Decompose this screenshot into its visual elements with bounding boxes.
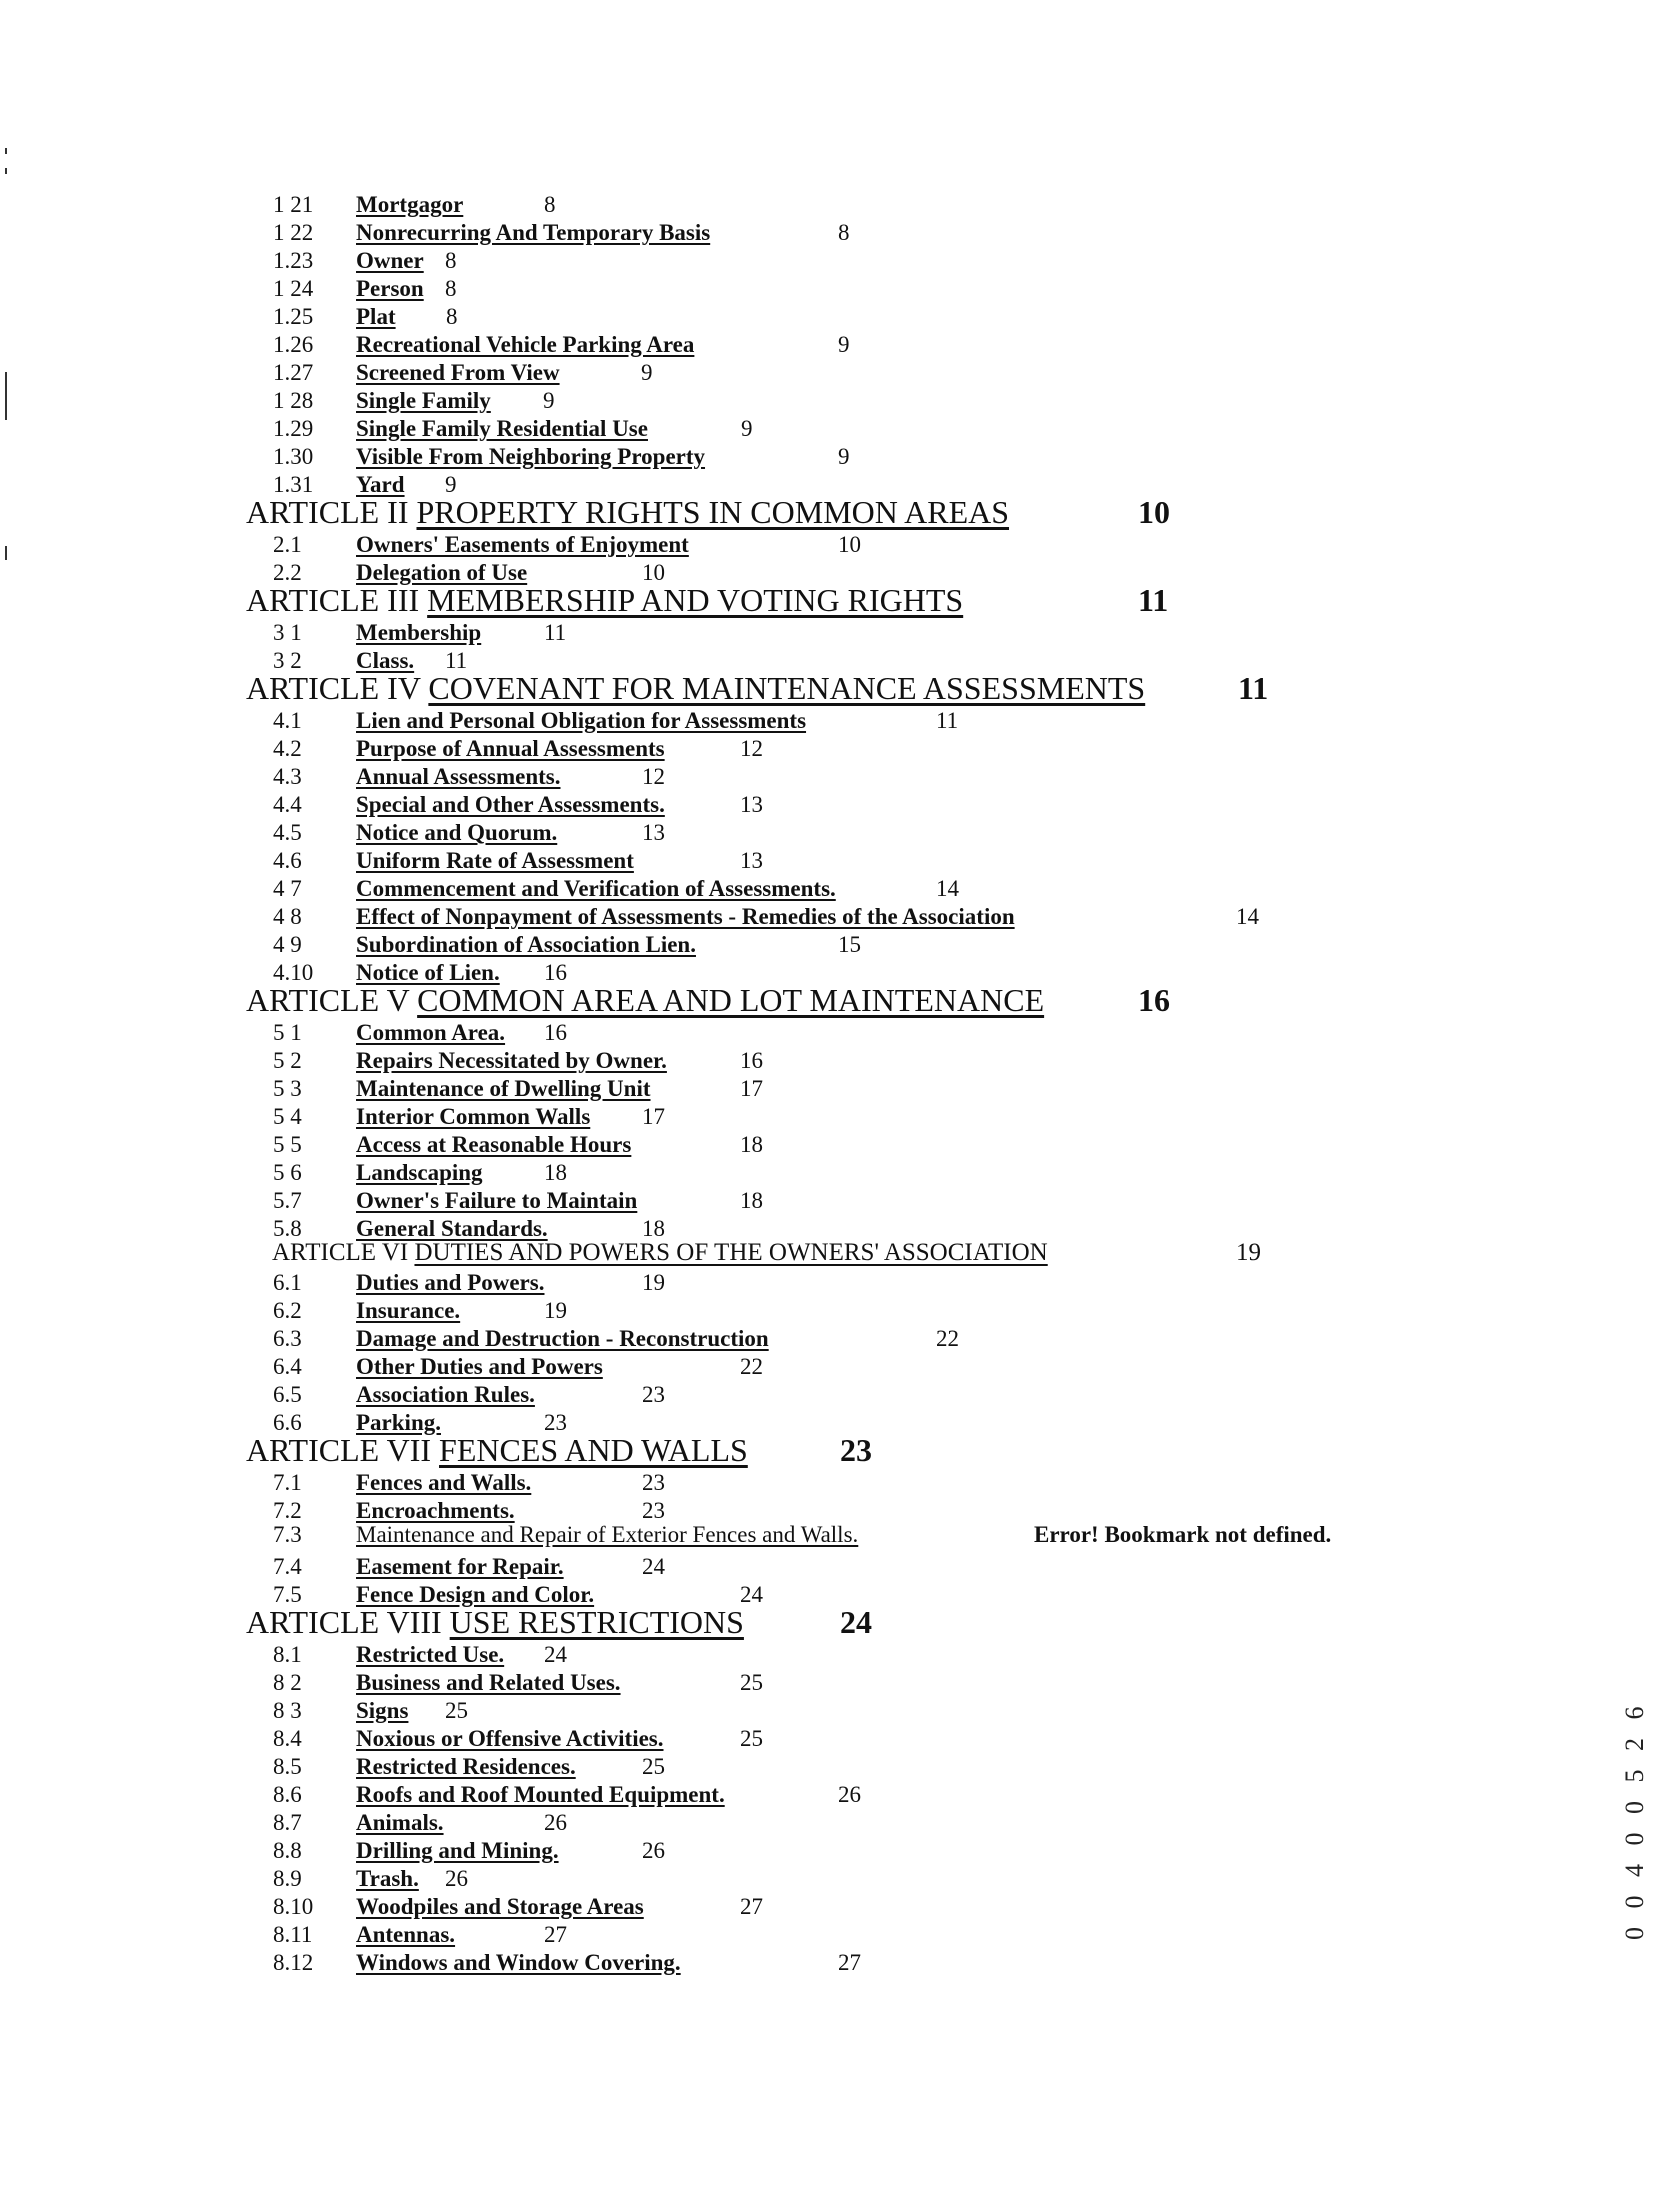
entry-title: Subordination of Association Lien. [356,932,696,957]
entry-page-number: 25 [445,1698,468,1723]
entry-title: Single Family Residential Use [356,416,648,441]
entry-title: Drilling and Mining. [356,1838,559,1863]
entry-number: 5 4 [273,1104,302,1129]
margin-mark [5,546,7,560]
entry-page-number: 12 [642,764,665,789]
entry-title: Commencement and Verification of Assessments. [356,876,836,901]
article-heading [246,984,1044,1016]
entry-page-number: 11 [936,708,959,733]
entry-number: 1.31 [273,472,314,497]
entry-number: 2.1 [273,532,302,557]
entry-title: Mortgagor [356,192,464,217]
entry-title: Membership [356,620,482,645]
entry-title: Annual Assessments. [356,764,561,789]
entry-page-number: 15 [838,932,861,957]
entry-page-number: 9 [838,332,850,357]
entry-page-number: 8 [446,304,458,329]
entry-title: Screened From View [356,360,560,385]
entry-title: Recreational Vehicle Parking Area [356,332,695,357]
entry-title: Owners' Easements of Enjoyment [356,532,689,557]
entry-page-number: 16 [544,960,567,985]
entry-number: 1.27 [273,360,314,385]
entry-title: Restricted Residences. [356,1754,576,1779]
article-heading [246,584,963,616]
entry-number: 4 8 [273,904,302,929]
entry-page-number: 26 [642,1838,665,1863]
margin-mark [5,168,7,174]
entry-number: 6.2 [273,1298,302,1323]
entry-title: Plat [356,304,396,329]
entry-title: Notice and Quorum. [356,820,558,845]
article-page-number: 11 [1238,670,1269,706]
entry-page-number: 11 [445,648,468,673]
entry-number: 6.3 [273,1326,302,1351]
entry-title: Signs [356,1698,409,1723]
entry-title: Noxious or Offensive Activities. [356,1726,664,1751]
entry-page-number: 23 [642,1382,665,1407]
article-page-number: 16 [1138,982,1170,1018]
entry-title: Yard [356,472,405,497]
entry-page-number: 18 [544,1160,567,1185]
article-title: USE RESTRICTIONS [449,1604,744,1640]
entry-title: Single Family [356,388,491,413]
margin-mark [5,372,7,420]
entry-page-number: 18 [642,1216,665,1241]
entry-page-number: 23 [642,1498,665,1523]
entry-title: Antennas. [356,1922,456,1947]
entry-title: Restricted Use. [356,1642,505,1667]
entry-page-number: 24 [544,1642,567,1667]
entry-page-number: 24 [642,1554,665,1579]
entry-title: Damage and Destruction - Reconstruction [356,1326,769,1351]
entry-title: Fences and Walls. [356,1470,532,1495]
entry-number: 4.1 [273,708,302,733]
entry-number: 3 2 [273,648,302,673]
entry-number: 1 22 [273,220,314,245]
entry-title: General Standards. [356,1216,548,1241]
entry-page-number: 18 [740,1188,763,1213]
entry-number: 7.5 [273,1582,302,1607]
entry-number: 5 2 [273,1048,302,1073]
article-prefix: ARTICLE VI [272,1239,415,1266]
article-heading [246,496,1009,528]
entry-number: 8.11 [273,1922,313,1947]
entry-title: Landscaping [356,1160,483,1185]
entry-number: 4.2 [273,736,302,761]
entry-number: 4.5 [273,820,302,845]
margin-mark [5,148,7,154]
article-title: PROPERTY RIGHTS IN COMMON AREAS [416,494,1010,530]
article-heading [246,672,1145,704]
article-page-number: 11 [1138,582,1169,618]
entry-title: Insurance. [356,1298,461,1323]
article-title: COMMON AREA AND LOT MAINTENANCE [417,982,1045,1018]
entry-page-number: 26 [544,1810,567,1835]
entry-page-number: 13 [642,820,665,845]
entry-number: 5.7 [273,1188,302,1213]
entry-title: Effect of Nonpayment of Assessments - Remedies of the Association [356,904,1015,929]
entry-page-number: 24 [740,1582,763,1607]
article-prefix: ARTICLE II [246,494,417,530]
entry-number: 8 2 [273,1670,302,1695]
entry-number: 1.23 [273,248,314,273]
entry-page-number: 27 [740,1894,763,1919]
entry-number: 6.6 [273,1410,302,1435]
article-page-number: 10 [1138,494,1170,530]
entry-title: Association Rules. [356,1382,535,1407]
entry-number: 5 5 [273,1132,302,1157]
entry-page-number: 17 [740,1076,763,1101]
entry-page-number: 9 [741,416,753,441]
entry-number: 5 1 [273,1020,302,1045]
entry-title: Class. [356,648,415,673]
entry-title: Parking. [356,1410,441,1435]
entry-number: 1 28 [273,388,314,413]
article-page-number: 24 [840,1604,872,1640]
article-prefix: ARTICLE VIII [246,1604,450,1640]
entry-number: 7.4 [273,1554,302,1579]
entry-page-number: 8 [544,192,556,217]
entry-page-number: 12 [740,736,763,761]
article-heading [246,1434,748,1466]
entry-number: 8.1 [273,1642,302,1667]
article-prefix: ARTICLE V [246,982,418,1018]
entry-page-number: 9 [838,444,850,469]
entry-page-number: 10 [642,560,665,585]
entry-page-number: 19 [642,1270,665,1295]
entry-number: 1.26 [273,332,314,357]
entry-page-number: 27 [838,1950,861,1975]
entry-title: Person [356,276,424,301]
entry-page-number: 19 [544,1298,567,1323]
entry-page-number: 14 [1236,904,1259,929]
entry-number: 4.4 [273,792,302,817]
entry-page-number: 25 [642,1754,665,1779]
entry-title: Visible From Neighboring Property [356,444,706,469]
entry-page-number: 13 [740,848,763,873]
entry-title: Owner [356,248,424,273]
entry-title: Trash. [356,1866,419,1891]
entry-page-number: 8 [445,248,457,273]
entry-page-number: 9 [641,360,653,385]
bookmark-error: Error! Bookmark not defined. [1034,1522,1332,1547]
entry-number: 5 6 [273,1160,302,1185]
entry-number: 8.9 [273,1866,302,1891]
article-title: MEMBERSHIP AND VOTING RIGHTS [427,582,964,618]
article-page-number: 19 [1236,1239,1261,1266]
entry-number: 3 1 [273,620,302,645]
entry-page-number: 25 [740,1726,763,1751]
entry-number: 8.5 [273,1754,302,1779]
entry-number: 4 9 [273,932,302,957]
article-prefix: ARTICLE IV [246,670,429,706]
entry-page-number: 23 [544,1410,567,1435]
article-prefix: ARTICLE III [246,582,428,618]
entry-title: Roofs and Roof Mounted Equipment. [356,1782,725,1807]
entry-page-number: 27 [544,1922,567,1947]
article-heading [272,1240,1048,1265]
entry-title: Nonrecurring And Temporary Basis [356,220,711,245]
article-prefix: ARTICLE VII [246,1432,440,1468]
entry-number: 1 21 [273,192,314,217]
entry-number: 1.25 [273,304,314,329]
entry-title: Duties and Powers. [356,1270,545,1295]
entry-page-number: 14 [936,876,959,901]
entry-page-number: 9 [445,472,457,497]
entry-number: 8.12 [273,1950,314,1975]
entry-number: 5 3 [273,1076,302,1101]
entry-title: Notice of Lien. [356,960,500,985]
entry-number: 1.30 [273,444,314,469]
entry-number: 4.3 [273,764,302,789]
entry-title: Repairs Necessitated by Owner. [356,1048,667,1073]
entry-page-number: 8 [838,220,850,245]
entry-number: 2.2 [273,560,302,585]
entry-page-number: 10 [838,532,861,557]
entry-title: Common Area. [356,1020,506,1045]
entry-title: Encroachments. [356,1498,515,1523]
entry-page-number: 22 [936,1326,959,1351]
article-title: FENCES AND WALLS [439,1432,748,1468]
entry-number: 6.5 [273,1382,302,1407]
entry-number: 8.6 [273,1782,302,1807]
entry-number: 4 7 [273,876,302,901]
entry-page-number: 25 [740,1670,763,1695]
entry-number: 4.6 [273,848,302,873]
entry-number: 5.8 [273,1216,302,1241]
entry-title: Special and Other Assessments. [356,792,665,817]
entry-title: Other Duties and Powers [356,1354,603,1379]
entry-page-number: 23 [642,1470,665,1495]
entry-title: Woodpiles and Storage Areas [356,1894,644,1919]
entry-title: Uniform Rate of Assessment [356,848,634,873]
entry-page-number: 11 [544,620,567,645]
entry-page-number: 16 [740,1048,763,1073]
page-stamp: 0 0 4 0 0 5 2 6 [1620,1700,1649,1940]
entry-number: 7.2 [273,1498,302,1523]
entry-number: 6.1 [273,1270,302,1295]
entry-number: 4.10 [273,960,314,985]
entry-number: 8.8 [273,1838,302,1863]
entry-number: 1.29 [273,416,314,441]
entry-page-number: 18 [740,1132,763,1157]
article-title: COVENANT FOR MAINTENANCE ASSESSMENTS [428,670,1146,706]
entry-title: Owner's Failure to Maintain [356,1188,638,1213]
entry-number: 7.1 [273,1470,302,1495]
entry-number: 1 24 [273,276,314,301]
entry-page-number: 16 [544,1020,567,1045]
entry-title: Windows and Window Covering. [356,1950,681,1975]
entry-title: Delegation of Use [356,560,528,585]
entry-page-number: 17 [642,1104,665,1129]
entry-page-number: 9 [543,388,555,413]
entry-number: 8 3 [273,1698,302,1723]
entry-title: Animals. [356,1810,444,1835]
entry-page-number: 26 [838,1782,861,1807]
entry-title: Fence Design and Color. [356,1582,595,1607]
entry-number: 8.7 [273,1810,302,1835]
entry-title: Purpose of Annual Assessments [356,736,665,761]
article-heading [246,1606,744,1638]
entry-number: 6.4 [273,1354,302,1379]
entry-title: Easement for Repair. [356,1554,564,1579]
entry-title: Business and Related Uses. [356,1670,621,1695]
article-title: DUTIES AND POWERS OF THE OWNERS' ASSOCIATION [414,1239,1048,1266]
entry-title: Interior Common Walls [356,1104,591,1129]
entry-page-number: 26 [445,1866,468,1891]
entry-page-number: 13 [740,792,763,817]
entry-page-number: 8 [445,276,457,301]
entry-title: Maintenance of Dwelling Unit [356,1076,651,1101]
entry-page-number: 22 [740,1354,763,1379]
entry-title: Lien and Personal Obligation for Assessments [356,708,807,733]
article-page-number: 23 [840,1432,872,1468]
entry-title: Maintenance and Repair of Exterior Fences and Walls. [356,1522,859,1547]
entry-number: 8.10 [273,1894,314,1919]
entry-number: 7.3 [273,1522,302,1547]
entry-title: Access at Reasonable Hours [356,1132,632,1157]
entry-number: 8.4 [273,1726,302,1751]
